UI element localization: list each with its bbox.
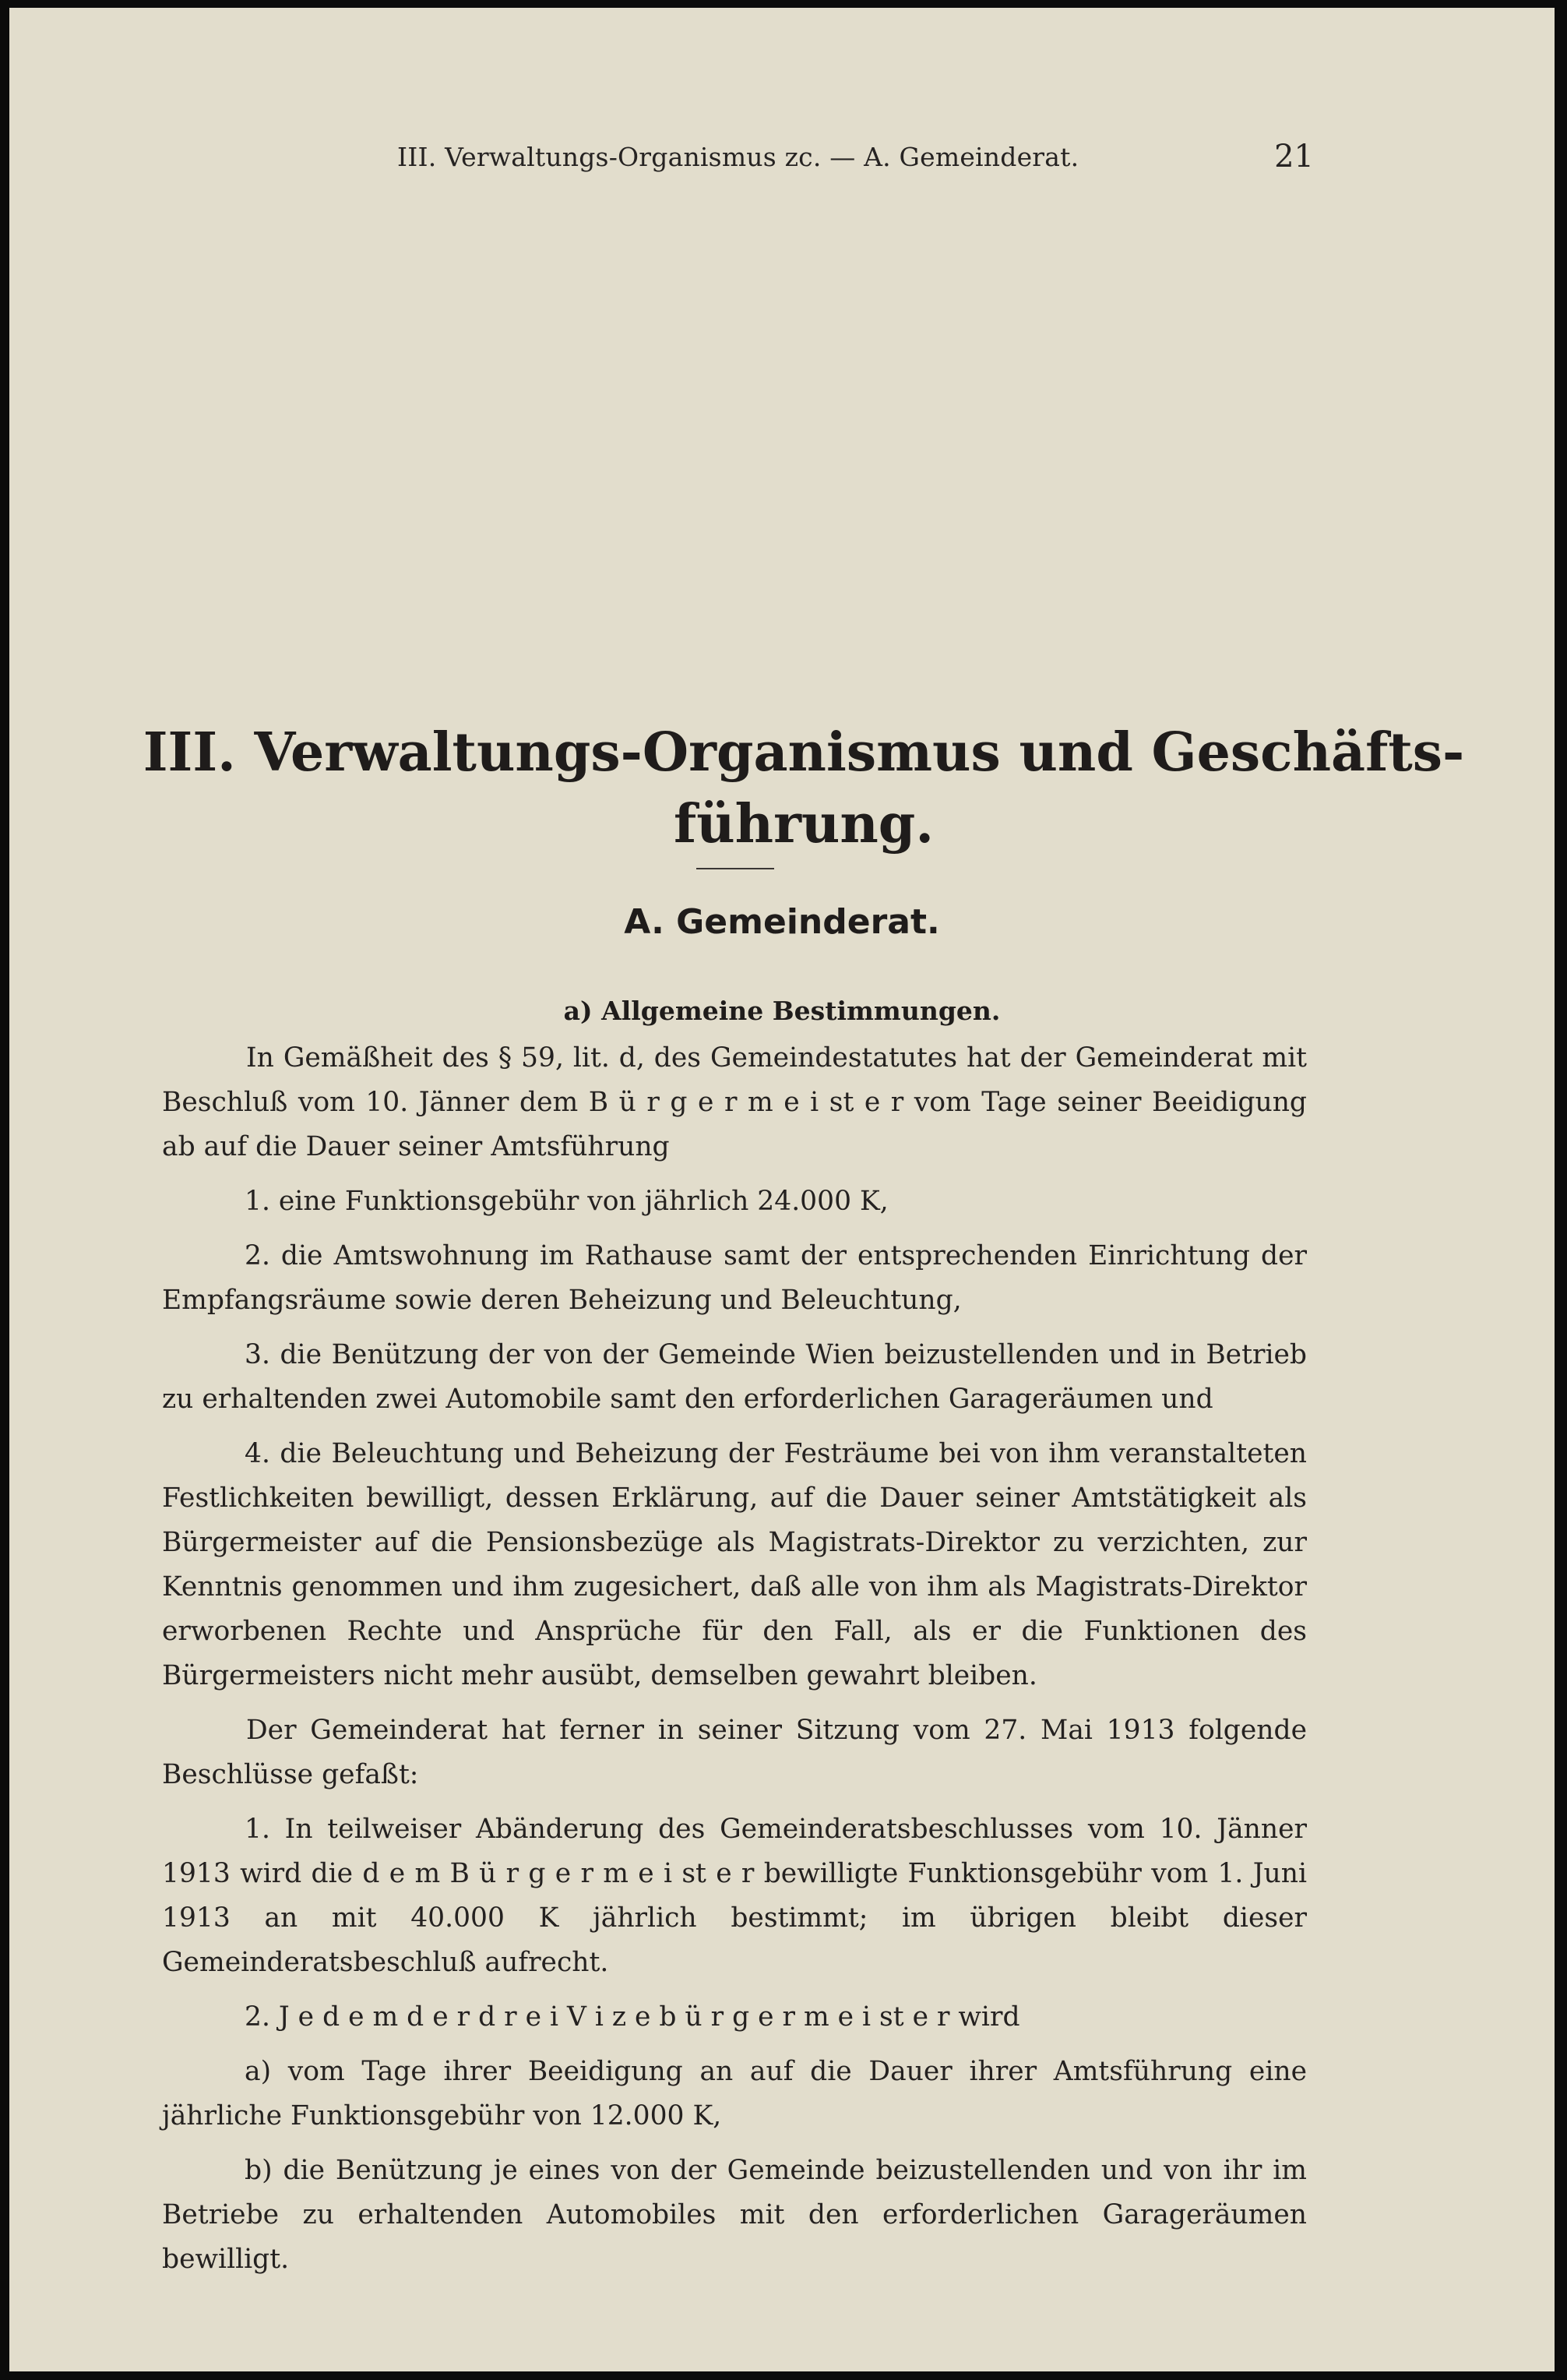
book-page bbox=[9, 8, 1555, 2371]
list-item-4: 4. die Beleuchtung und Beheizung der Festräume bei von ihm veranstalteten Festlichkeiten bewilligt, dessen Erklärung, auf die Dauer seiner Amtstätigkeit als Bürgermeister auf die Pensionsbezüge als Magistrats-Direktor zu verzichten, zur Kenntnis genommen und ihm zugesichert, daß alle von ihm als Magistrats-Direktor erworbenen Rechte und Ansprüche für den Fall, als er die Funktionen des Bürgermeisters nicht mehr ausübt, demselben gewahrt bleiben. bbox=[162, 1438, 1307, 1691]
subsection-heading: a) Allgemeine Bestimmungen. bbox=[563, 996, 1001, 1026]
chapter-title-line-1: III. Verwaltungs-Organismus und Geschäfts- bbox=[143, 721, 1465, 784]
resolution-subitem-b: b) die Benützung je eines von der Gemeinde beizustellenden und von ihr im Betriebe zu erhaltenden Automobiles mit den erforderlichen Garageräumen bewilligt. bbox=[162, 2155, 1307, 2275]
list-item-2: 2. die Amtswohnung im Rathause samt der entsprechenden Einrichtung der Empfangsräume sowie deren Beheizung und Beleuchtung, bbox=[162, 1240, 1307, 1316]
list-item-3: 3. die Benützung der von der Gemeinde Wien beizustellenden und in Betrieb zu erhaltenden zwei Automobile samt den erforderlichen Garageräumen und bbox=[162, 1339, 1307, 1415]
list-item-1: 1. eine Funktionsgebühr von jährlich 24.000 K, bbox=[245, 1186, 889, 1217]
body-text bbox=[162, 1036, 1307, 2292]
paragraph-intro: In Gemäßheit des § 59, lit. d, des Gemeindestatutes hat der Gemeinderat mit Beschluß vom 10. Jänner dem B ü r g e r m e i st e r vom Tage seiner Beeidigung ab auf die Dauer seiner Amtsführung bbox=[162, 1042, 1307, 1162]
running-head-text: III. Verwaltungs-Organismus zc. — A. Gemeinderat. bbox=[397, 142, 1079, 172]
chapter-title-line-2: führung. bbox=[673, 793, 935, 855]
running-head bbox=[391, 139, 1314, 185]
resolution-item-2: 2. J e d e m d e r d r e i V i z e b ü r g e r m e i st e r wird bbox=[245, 2001, 1020, 2033]
page-number: 21 bbox=[1274, 139, 1314, 175]
title-divider bbox=[696, 868, 774, 869]
resolution-item-1: 1. In teilweiser Abänderung des Gemeinderatsbeschlusses vom 10. Jänner 1913 wird die d e m B ü r g e r m e i st e r bewilligte Funktionsgebühr vom 1. Juni 1913 an mit 40.000 K jährlich bestimmt; im übrigen bleibt dieser Gemeinderatsbeschluß aufrecht. bbox=[162, 1814, 1307, 1978]
section-heading: A. Gemeinderat. bbox=[624, 902, 940, 942]
paragraph-resolutions: Der Gemeinderat hat ferner in seiner Sitzung vom 27. Mai 1913 folgende Beschlüsse gefaßt: bbox=[162, 1715, 1307, 1790]
resolution-subitem-a: a) vom Tage ihrer Beeidigung an auf die Dauer ihrer Amtsführung eine jährliche Funktionsgebühr von 12.000 K, bbox=[162, 2056, 1307, 2131]
chapter-title bbox=[142, 717, 1466, 860]
